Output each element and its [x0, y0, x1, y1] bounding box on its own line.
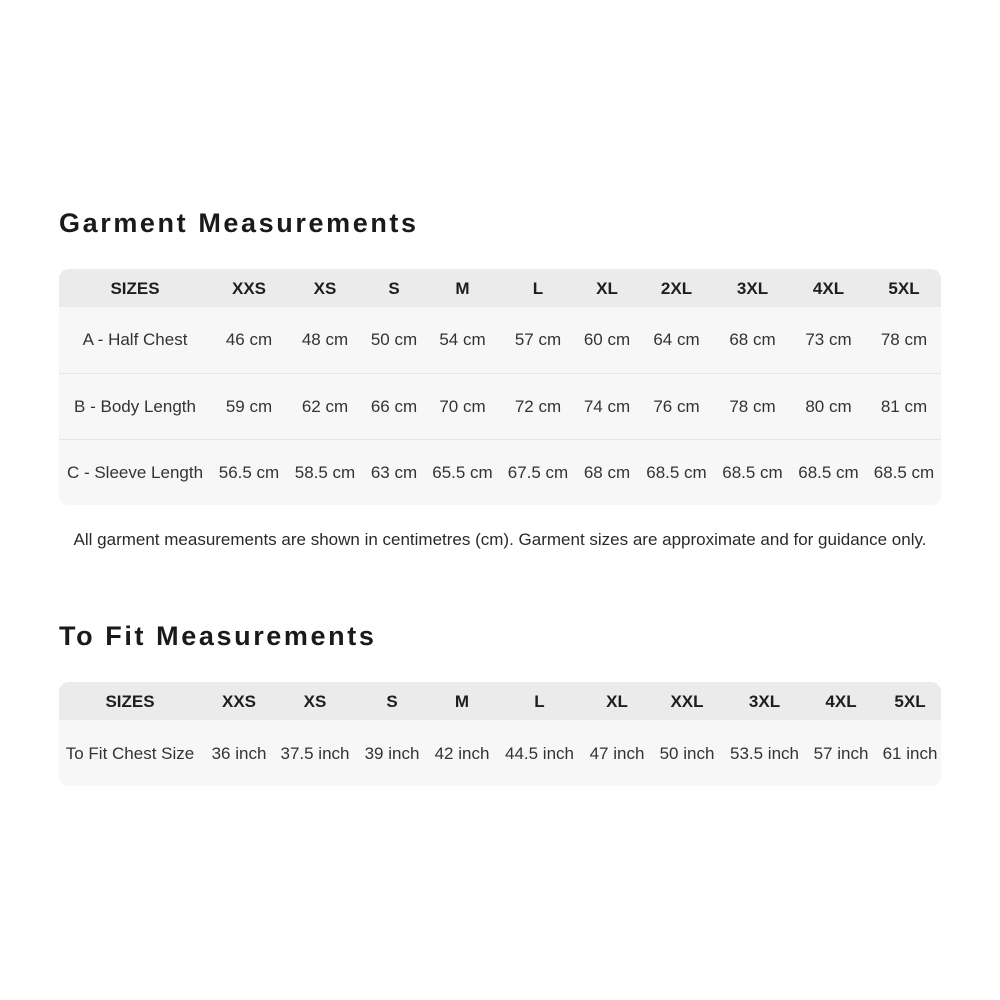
table-cell: 68.5 cm	[867, 439, 941, 505]
garment-measurements-title: Garment Measurements	[59, 208, 419, 238]
table-cell: 56.5 cm	[211, 439, 287, 505]
table-cell: 78 cm	[867, 307, 941, 373]
garment-measurements-table-container	[59, 269, 941, 505]
table-cell: 81 cm	[867, 373, 941, 439]
table-cell: 62 cm	[287, 373, 363, 439]
table-cell: 65.5 cm	[425, 439, 500, 505]
header-cell-xs: XS	[277, 682, 353, 720]
table-cell: 44.5 inch	[493, 720, 586, 786]
table-row	[59, 439, 941, 505]
row-label: To Fit Chest Size	[59, 720, 201, 786]
table-row	[59, 307, 941, 373]
header-cell-xs: XS	[287, 269, 363, 307]
header-cell-5xl: 5XL	[879, 682, 941, 720]
table-cell: 72 cm	[500, 373, 576, 439]
table-row	[59, 720, 941, 786]
header-cell-sizes: SIZES	[59, 682, 201, 720]
table-cell: 57 inch	[803, 720, 879, 786]
table-cell: 70 cm	[425, 373, 500, 439]
table-cell: 78 cm	[715, 373, 790, 439]
table-cell: 42 inch	[431, 720, 493, 786]
header-cell-sizes: SIZES	[59, 269, 211, 307]
header-cell-m: M	[431, 682, 493, 720]
to-fit-measurements-table	[59, 682, 941, 786]
table-cell: 68.5 cm	[715, 439, 790, 505]
table-cell: 47 inch	[586, 720, 648, 786]
header-cell-4xl: 4XL	[790, 269, 867, 307]
header-cell-s: S	[353, 682, 431, 720]
table-cell: 64 cm	[638, 307, 715, 373]
table-cell: 61 inch	[879, 720, 941, 786]
table-cell: 59 cm	[211, 373, 287, 439]
table-cell: 53.5 inch	[726, 720, 803, 786]
garment-measurements-note: All garment measurements are shown in centimetres (cm). Garment sizes are approximate and for guidance only.	[73, 530, 927, 549]
table-cell: 50 cm	[363, 307, 425, 373]
table-cell: 36 inch	[201, 720, 277, 786]
table-row	[59, 373, 941, 439]
table-cell: 67.5 cm	[500, 439, 576, 505]
table-cell: 66 cm	[363, 373, 425, 439]
row-label: B - Body Length	[59, 373, 211, 439]
table-cell: 76 cm	[638, 373, 715, 439]
header-cell-xxs: XXS	[211, 269, 287, 307]
table-cell: 57 cm	[500, 307, 576, 373]
header-cell-3xl: 3XL	[726, 682, 803, 720]
table-cell: 68.5 cm	[638, 439, 715, 505]
table-cell: 48 cm	[287, 307, 363, 373]
header-cell-4xl: 4XL	[803, 682, 879, 720]
header-cell-xxs: XXS	[201, 682, 277, 720]
header-cell-2xl: 2XL	[638, 269, 715, 307]
header-cell-3xl: 3XL	[715, 269, 790, 307]
table-cell: 68 cm	[715, 307, 790, 373]
table-cell: 68.5 cm	[790, 439, 867, 505]
table-cell: 50 inch	[648, 720, 726, 786]
header-cell-l: L	[493, 682, 586, 720]
table-cell: 80 cm	[790, 373, 867, 439]
to-fit-measurements-table-container	[59, 682, 941, 786]
table-cell: 68 cm	[576, 439, 638, 505]
fit-header-row	[59, 682, 941, 720]
garment-measurements-table	[59, 269, 941, 505]
header-cell-5xl: 5XL	[867, 269, 941, 307]
table-cell: 63 cm	[363, 439, 425, 505]
row-label: C - Sleeve Length	[59, 439, 211, 505]
header-cell-xl: XL	[576, 269, 638, 307]
table-cell: 39 inch	[353, 720, 431, 786]
table-cell: 54 cm	[425, 307, 500, 373]
garment-header-row	[59, 269, 941, 307]
header-cell-s: S	[363, 269, 425, 307]
table-cell: 73 cm	[790, 307, 867, 373]
table-cell: 37.5 inch	[277, 720, 353, 786]
row-label: A - Half Chest	[59, 307, 211, 373]
header-cell-xxl: XXL	[648, 682, 726, 720]
table-cell: 74 cm	[576, 373, 638, 439]
header-cell-l: L	[500, 269, 576, 307]
header-cell-xl: XL	[586, 682, 648, 720]
table-cell: 58.5 cm	[287, 439, 363, 505]
header-cell-m: M	[425, 269, 500, 307]
table-cell: 60 cm	[576, 307, 638, 373]
table-cell: 46 cm	[211, 307, 287, 373]
to-fit-measurements-title: To Fit Measurements	[59, 621, 377, 651]
